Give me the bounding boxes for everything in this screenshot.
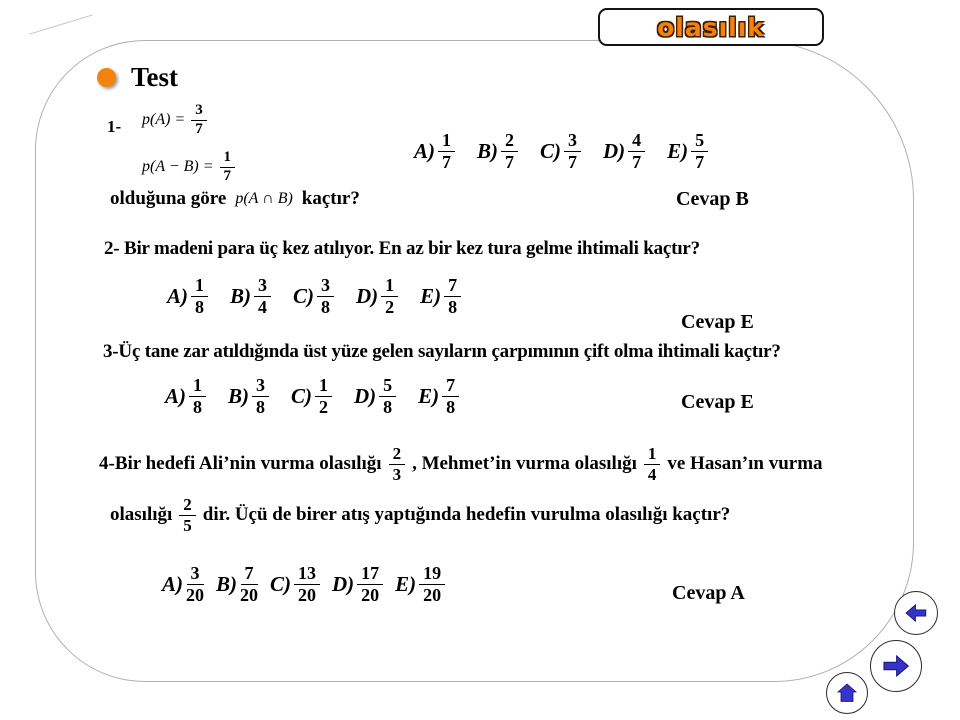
page-title: olasılık (657, 12, 765, 42)
q3-option-d (354, 376, 396, 417)
denominator: 2 (319, 396, 328, 417)
bullet-icon (97, 68, 116, 87)
denominator: 20 (361, 584, 380, 605)
option-letter: D) (356, 283, 379, 308)
q1-eq1-lhs: p(A) = (142, 111, 186, 129)
numerator: 2 (389, 445, 406, 465)
fraction (179, 496, 196, 535)
option-letter: B) (216, 571, 237, 596)
fraction (252, 376, 269, 417)
denominator: 7 (442, 151, 451, 172)
q4-option-a (162, 564, 204, 605)
q1-prompt-pre: olduğuna göre (110, 188, 227, 209)
option-letter: C) (291, 383, 312, 408)
fraction (501, 131, 518, 172)
fraction (186, 564, 204, 605)
home-button[interactable] (826, 672, 868, 714)
numerator: 3 (191, 103, 207, 121)
numerator: 1 (220, 150, 236, 168)
fraction (357, 564, 383, 605)
fraction (317, 276, 334, 317)
denominator: 20 (298, 584, 316, 605)
option-letter: D) (603, 138, 626, 163)
denominator: 8 (256, 396, 265, 417)
q4-option-b (216, 564, 258, 605)
q3-answer: Cevap E (681, 391, 754, 413)
denominator: 8 (193, 396, 202, 417)
numerator: 5 (379, 376, 396, 397)
q1-option-c (540, 131, 581, 172)
fraction (691, 131, 708, 172)
q3-options (165, 376, 481, 417)
q4-line2 (110, 496, 730, 535)
numerator: 1 (438, 131, 455, 152)
denominator: 2 (385, 296, 395, 317)
q4-line1-post: ve Hasan’ın vurma (667, 453, 823, 475)
fraction (419, 564, 445, 605)
denominator: 20 (186, 584, 204, 605)
numerator: 7 (241, 564, 258, 585)
option-letter: E) (418, 383, 440, 408)
q2-option-b (230, 276, 271, 317)
q4-line2-pre: olasılığı (110, 504, 173, 526)
option-letter: A) (162, 571, 183, 596)
fraction (564, 131, 581, 172)
q1-number: 1- (107, 117, 122, 136)
option-letter: A) (167, 283, 188, 308)
q4-option-d (332, 564, 383, 605)
numerator: 17 (357, 564, 383, 585)
numerator: 3 (254, 276, 271, 297)
fraction (240, 564, 258, 605)
q1-options (414, 131, 730, 172)
denominator: 8 (195, 296, 204, 317)
q4-line2-post: dir. Üçü de birer atış yaptığında hedefin vurulma olasılığı kaçtır? (202, 504, 731, 526)
forward-button[interactable] (870, 640, 922, 692)
q2-options (167, 276, 483, 317)
home-icon (835, 681, 859, 705)
q1-option-d (603, 131, 645, 172)
denominator: 8 (446, 396, 456, 417)
numerator: 13 (294, 564, 320, 585)
q1-given-1 (142, 103, 207, 138)
q4-line1 (99, 445, 823, 484)
heading-label: Test (131, 62, 179, 92)
fraction (220, 150, 236, 185)
q3-text: 3-Üç tane zar atıldığında üst yüze gelen sayıların çarpımının çift olma ihtimali kaçtır? (103, 341, 781, 362)
numerator: 1 (381, 276, 398, 297)
option-letter: B) (477, 138, 498, 163)
back-button[interactable] (894, 591, 938, 635)
fraction (254, 276, 271, 317)
denominator: 5 (183, 515, 192, 535)
fraction (191, 103, 207, 138)
q2-option-e (420, 276, 461, 317)
q2-text: 2- Bir madeni para üç kez atılıyor. En az bir kez tura gelme ihtimali kaçtır? (104, 238, 700, 259)
q1-answer: Cevap B (676, 188, 749, 210)
denominator: 8 (448, 296, 458, 317)
denominator: 7 (195, 120, 203, 137)
fraction (438, 131, 455, 172)
denominator: 3 (392, 464, 402, 484)
fraction (389, 445, 406, 484)
option-letter: A) (414, 138, 435, 163)
denominator: 4 (258, 296, 267, 317)
decorative-line (29, 14, 92, 34)
option-letter: D) (332, 571, 355, 596)
option-letter: E) (395, 571, 417, 596)
denominator: 20 (423, 584, 442, 605)
denominator: 7 (505, 151, 514, 172)
fraction (294, 564, 320, 605)
denominator: 8 (321, 296, 330, 317)
fraction (442, 376, 459, 417)
denominator: 8 (383, 396, 393, 417)
denominator: 7 (223, 167, 232, 184)
denominator: 4 (647, 464, 657, 484)
numerator: 1 (315, 376, 332, 397)
fraction (444, 276, 461, 317)
fraction (381, 276, 398, 317)
q1-prompt (110, 188, 360, 210)
numerator: 19 (419, 564, 445, 585)
fraction (644, 445, 661, 484)
numerator: 3 (564, 131, 581, 152)
numerator: 1 (189, 376, 206, 397)
numerator: 4 (628, 131, 645, 152)
title-banner (598, 8, 824, 46)
q1-option-a (414, 131, 455, 172)
numerator: 3 (187, 564, 204, 585)
fraction (189, 376, 206, 417)
q1-eq2-lhs: p(A − B) = (142, 158, 214, 176)
option-letter: B) (230, 283, 251, 308)
numerator: 5 (691, 131, 708, 152)
q3-option-e (418, 376, 459, 417)
option-letter: E) (667, 138, 689, 163)
q2-answer: Cevap E (681, 311, 754, 333)
option-letter: C) (270, 571, 291, 596)
q4-options (162, 564, 457, 605)
denominator: 20 (240, 584, 258, 605)
numerator: 1 (191, 276, 208, 297)
q1-prompt-math: p(A ∩ B) (235, 190, 293, 207)
q2-option-d (356, 276, 398, 317)
q1-option-b (477, 131, 518, 172)
q4-option-c (270, 564, 320, 605)
q1-given-2 (142, 150, 235, 185)
option-letter: C) (293, 283, 314, 308)
option-letter: B) (228, 383, 249, 408)
numerator: 2 (179, 496, 196, 516)
fraction (315, 376, 332, 417)
q4-line1-mid: , Mehmet’in vurma olasılığı (412, 453, 637, 475)
back-arrow-icon (903, 600, 929, 626)
q4-line1-pre: 4-Bir hedefi Ali’nin vurma olasılığı (99, 453, 382, 475)
numerator: 2 (501, 131, 518, 152)
numerator: 3 (317, 276, 334, 297)
denominator: 7 (632, 151, 642, 172)
q1-option-e (667, 131, 708, 172)
q3-option-a (165, 376, 206, 417)
numerator: 7 (442, 376, 459, 397)
denominator: 7 (568, 151, 577, 172)
denominator: 7 (695, 151, 705, 172)
numerator: 3 (252, 376, 269, 397)
option-letter: C) (540, 138, 561, 163)
q4-option-e (395, 564, 445, 605)
q1-prompt-post: kaçtır? (301, 188, 360, 209)
numerator: 1 (644, 445, 661, 465)
q2-option-a (167, 276, 208, 317)
option-letter: D) (354, 383, 377, 408)
fraction (191, 276, 208, 317)
q2-option-c (293, 276, 334, 317)
forward-arrow-icon (880, 650, 912, 682)
q3-option-b (228, 376, 269, 417)
test-heading (97, 62, 178, 93)
option-letter: A) (165, 383, 186, 408)
q3-option-c (291, 376, 332, 417)
fraction (379, 376, 396, 417)
fraction (628, 131, 645, 172)
option-letter: E) (420, 283, 442, 308)
q4-answer: Cevap A (672, 582, 745, 604)
numerator: 7 (444, 276, 461, 297)
